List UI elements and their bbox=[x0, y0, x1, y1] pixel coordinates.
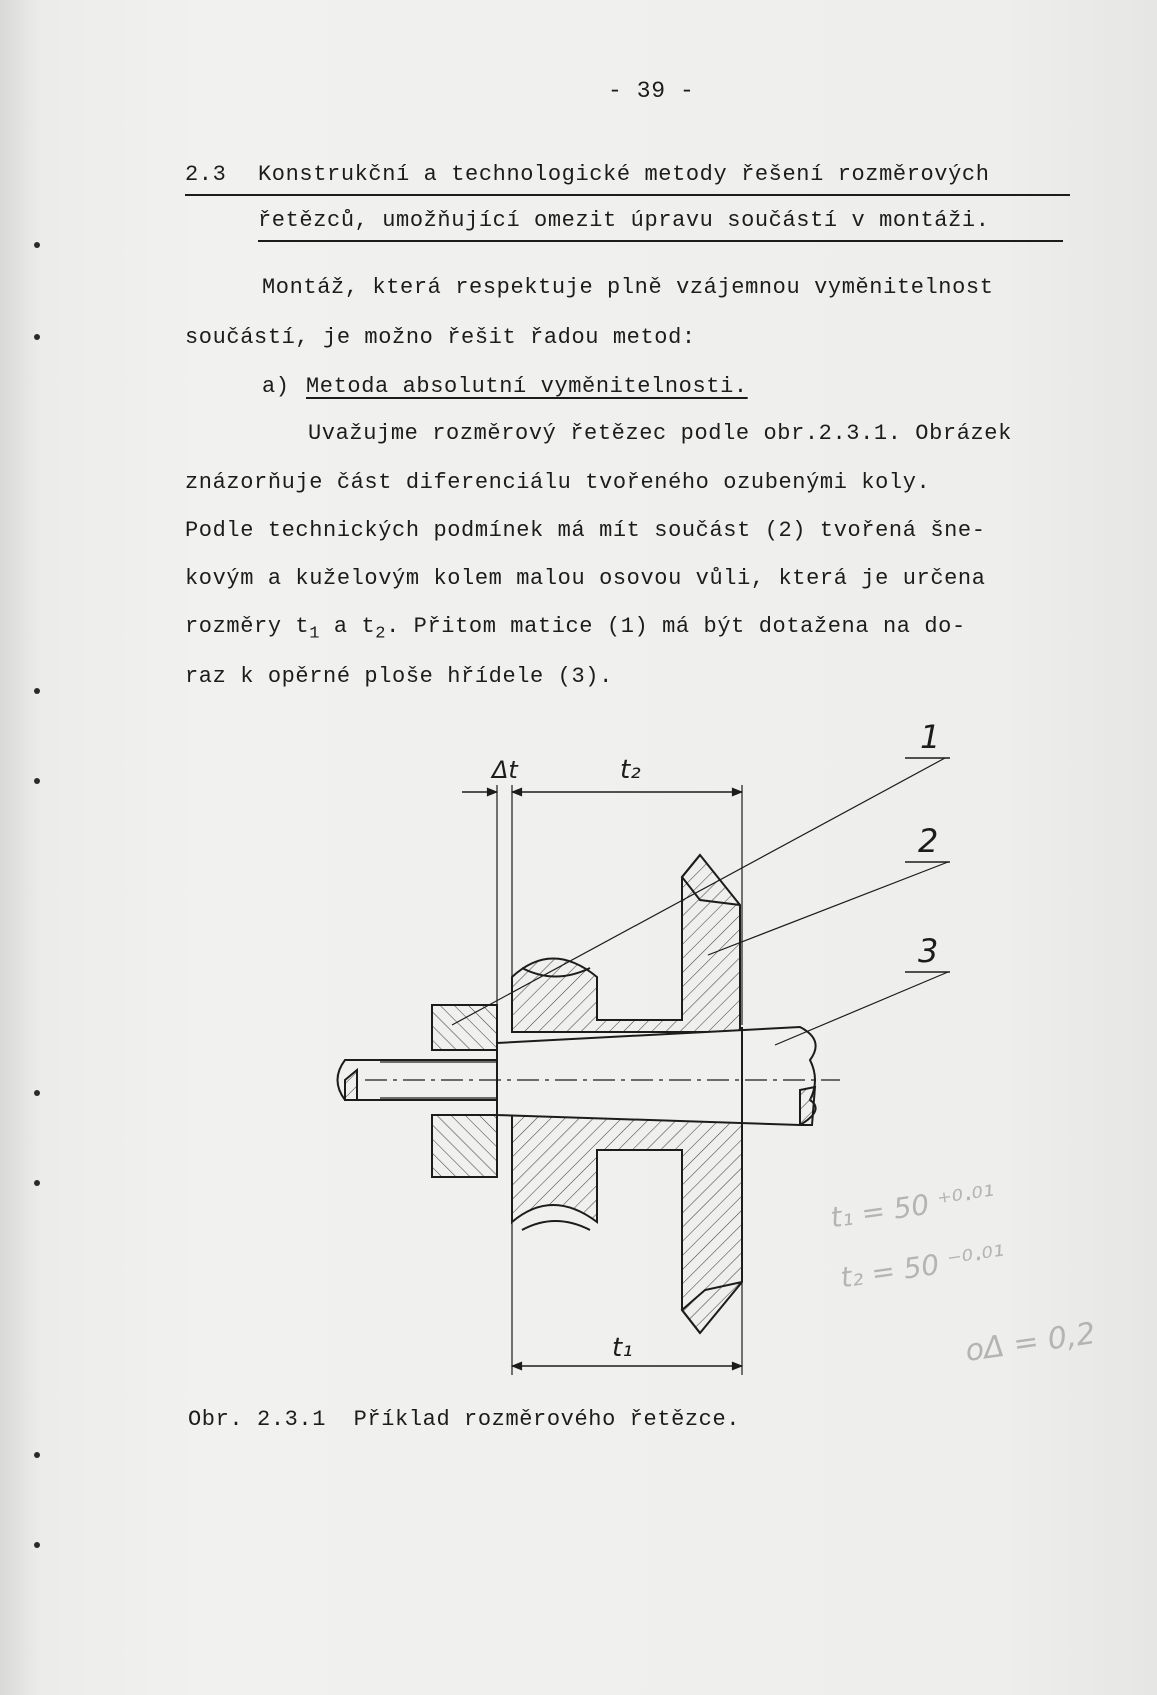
pencil-note: oΔ = 0,2 bbox=[963, 1316, 1098, 1369]
part-label-2: 2 bbox=[918, 822, 939, 860]
label-t1: t₁ bbox=[612, 1333, 633, 1363]
pencil-note: t₁ = 50 ⁺⁰·⁰¹ bbox=[828, 1178, 997, 1235]
label-t2: t₂ bbox=[620, 755, 641, 785]
page-number: - 39 - bbox=[608, 78, 695, 104]
leader-3 bbox=[775, 972, 948, 1045]
pencil-note: t₂ = 50 ⁻⁰·⁰¹ bbox=[838, 1238, 1007, 1295]
nut-upper bbox=[432, 1005, 497, 1050]
shaft-break bbox=[345, 1070, 357, 1100]
paragraph-line: součástí, je možno řešit řadou metod: bbox=[185, 325, 696, 350]
leader-2 bbox=[708, 862, 948, 955]
section-heading-line1: Konstrukční a technologické metody řešení rozměrových bbox=[258, 162, 990, 187]
section-heading-line2: řetězců, umožňující omezit úpravu součástí v montáži. bbox=[258, 208, 990, 233]
text-run: . Přitom matice (1) má být dotažena na do- bbox=[386, 614, 966, 639]
text-run: a t bbox=[320, 614, 376, 639]
section-number: 2.3 bbox=[185, 162, 227, 187]
paragraph-line: Podle technických podmínek má mít součást (2) tvořená šne- bbox=[185, 518, 986, 543]
subscript: 2 bbox=[375, 624, 387, 644]
subscript: 1 bbox=[309, 624, 321, 644]
list-marker: a) bbox=[262, 374, 290, 399]
paragraph-line: znázorňuje část diferenciálu tvořeného ozubenými koly. bbox=[185, 470, 931, 495]
method-title: Metoda absolutní vyměnitelnosti. bbox=[306, 374, 748, 399]
text-run: rozměry t bbox=[185, 614, 310, 639]
nut-lower bbox=[432, 1115, 497, 1177]
worm-groove bbox=[522, 1221, 590, 1230]
paragraph-line: kovým a kuželovým kolem malou osovou vůli, která je určena bbox=[185, 566, 986, 591]
label-delta-t: Δt bbox=[492, 756, 518, 784]
figure-caption: Obr. 2.3.1 Příklad rozměrového řetězce. bbox=[188, 1407, 741, 1432]
paragraph-line: Montáž, která respektuje plně vzájemnou vyměnitelnost bbox=[262, 275, 994, 300]
part-label-3: 3 bbox=[918, 932, 939, 970]
paragraph-line: Uvažujme rozměrový řetězec podle obr.2.3.1. Obrázek bbox=[308, 421, 1012, 446]
part-label-1: 1 bbox=[920, 718, 941, 756]
gear-lower-section bbox=[512, 1115, 742, 1333]
paragraph-line: raz k opěrné ploše hřídele (3). bbox=[185, 664, 613, 689]
gear-upper-section bbox=[512, 855, 740, 1032]
shaft bbox=[497, 1027, 816, 1125]
shaft-break bbox=[800, 1087, 815, 1125]
